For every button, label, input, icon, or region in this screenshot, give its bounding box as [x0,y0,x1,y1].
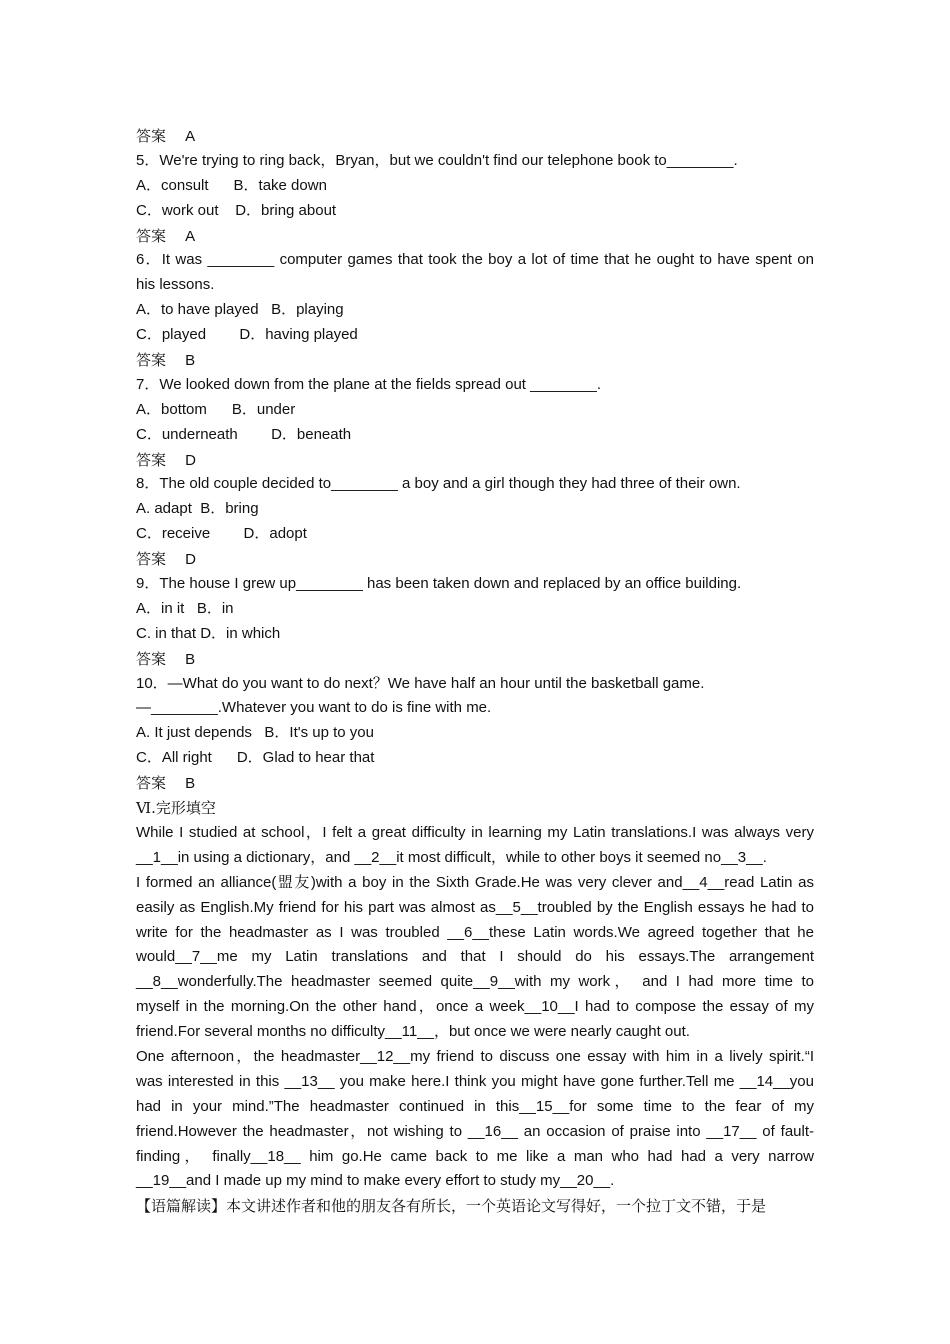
answer-label: 答案 [136,550,167,569]
section-title: Ⅵ.完形填空 [136,799,216,818]
answer-options: C. in that D．in which [136,624,281,642]
passage-line: friend.However the headmaster，not wishing to __16__ an occasion of praise into __17__ of fault- [136,1122,814,1140]
passage-paragraph [136,821,814,871]
answer-value: A [185,128,196,145]
answer-line [136,771,814,796]
answer-value: B [185,650,196,668]
passage-line: __1__in using a dictionary，and __2__it most difficult，while to other boys it seemed no__3__. [136,848,767,866]
answer-options: C．All right D．Glad to hear that [136,749,375,767]
question-text: 9．The house I grew up________ has been taken down and replaced by an office building. [136,575,742,593]
answer-options: A. It just depends B．It's up to you [136,724,374,742]
answer-line [136,348,814,373]
passage-line: myself in the morning.On the other hand，once a week__10__I had to compose the essay of my [136,998,814,1016]
passage-line: would__7__me my Latin translations and that I should do his essays.The arrangement [136,948,814,966]
passage-line: __8__wonderfully.The headmaster seemed quite__9__with my work， and I had more time to [136,973,814,991]
answer-options: A. adapt B．bring [136,500,259,518]
interpretation-label: 【语篇解读】 [136,1197,227,1216]
interpretation-text: 本文讲述作者和他的朋友各有所长，一个英语论文写得好，一个拉丁文不错，于是 [226,1197,767,1216]
question-text: —________.Whatever you want to do is fine with me. [136,699,492,717]
passage-line: I formed an alliance(盟友)with a boy in the Sixth Grade.He was very clever and__4__read Latin as [136,873,814,891]
passage-line: friend.For several months no difficulty__11__，but once we were nearly caught out. [136,1023,690,1041]
answer-label: 答案 [136,450,167,469]
answer-label: 答案 [136,127,167,145]
cloze-passage [136,821,814,1194]
answer-options: C．work out D．bring about [136,201,337,219]
answer-line [136,547,814,572]
passage-line: One afternoon，the headmaster__12__my friend to discuss one essay with him in a lively spirit.“I [136,1047,814,1065]
answer-value: D [185,451,196,469]
question-text: 6．It was ________ computer games that took the boy a lot of time that he ought to have spent on [136,251,814,269]
passage-line: __19__and I made up my mind to make every effort to study my__20__. [136,1172,615,1190]
question-text: 10．—What do you want to do next？We have half an hour until the basketball game. [136,674,705,692]
answer-value: B [185,352,196,370]
question-text: his lessons. [136,276,215,294]
answer-value: A [185,227,196,245]
answer-value: D [185,551,196,569]
question-text: 7．We looked down from the plane at the fields spread out ________. [136,375,602,393]
passage-paragraph [136,1045,814,1194]
passage-line: was interested in this __13__ you make here.I think you might have gone further.Tell me __14__you [136,1072,814,1090]
question-text: 5．We're trying to ring back，Bryan，but we couldn't find our telephone book to________. [136,151,738,169]
passage-interpretation [136,1194,814,1219]
document-page [136,124,814,1219]
answer-line [136,448,814,473]
answer-value: B [185,775,196,793]
passage-line: easily as English.My friend for his part was almost as__5__troubled by the English essays he had to [136,898,814,916]
answer-options: A．to have played B．playing [136,301,344,319]
answer-line [136,124,814,149]
passage-line: While I studied at school，I felt a great difficulty in learning my Latin translations.I was always very [136,823,814,841]
passage-paragraph [136,871,814,1045]
answer-line [136,647,814,672]
answer-options: A．consult B．take down [136,176,327,194]
answer-label: 答案 [136,351,167,370]
answer-label: 答案 [136,226,167,245]
question-text: 8．The old couple decided to________ a boy and a girl though they had three of their own. [136,475,741,493]
answer-options: C．receive D．adopt [136,525,307,543]
answer-options: C．underneath D．beneath [136,425,352,443]
answer-options: C．played D．having played [136,326,358,344]
passage-line: had in your mind.”The headmaster continued in this__15__for some time to the fear of my [136,1097,814,1115]
answer-options: A．bottom B．under [136,400,296,418]
passage-line: write for the headmaster as I was troubled __6__these Latin words.We agreed together that he [136,923,814,941]
answer-label: 答案 [136,649,167,668]
answer-line [136,224,814,249]
question-list [136,124,814,796]
passage-line: finding， finally__18__ him go.He came back to me like a man who had had a very narrow [136,1147,814,1165]
answer-label: 答案 [136,774,167,793]
answer-options: A．in it B．in [136,599,234,617]
